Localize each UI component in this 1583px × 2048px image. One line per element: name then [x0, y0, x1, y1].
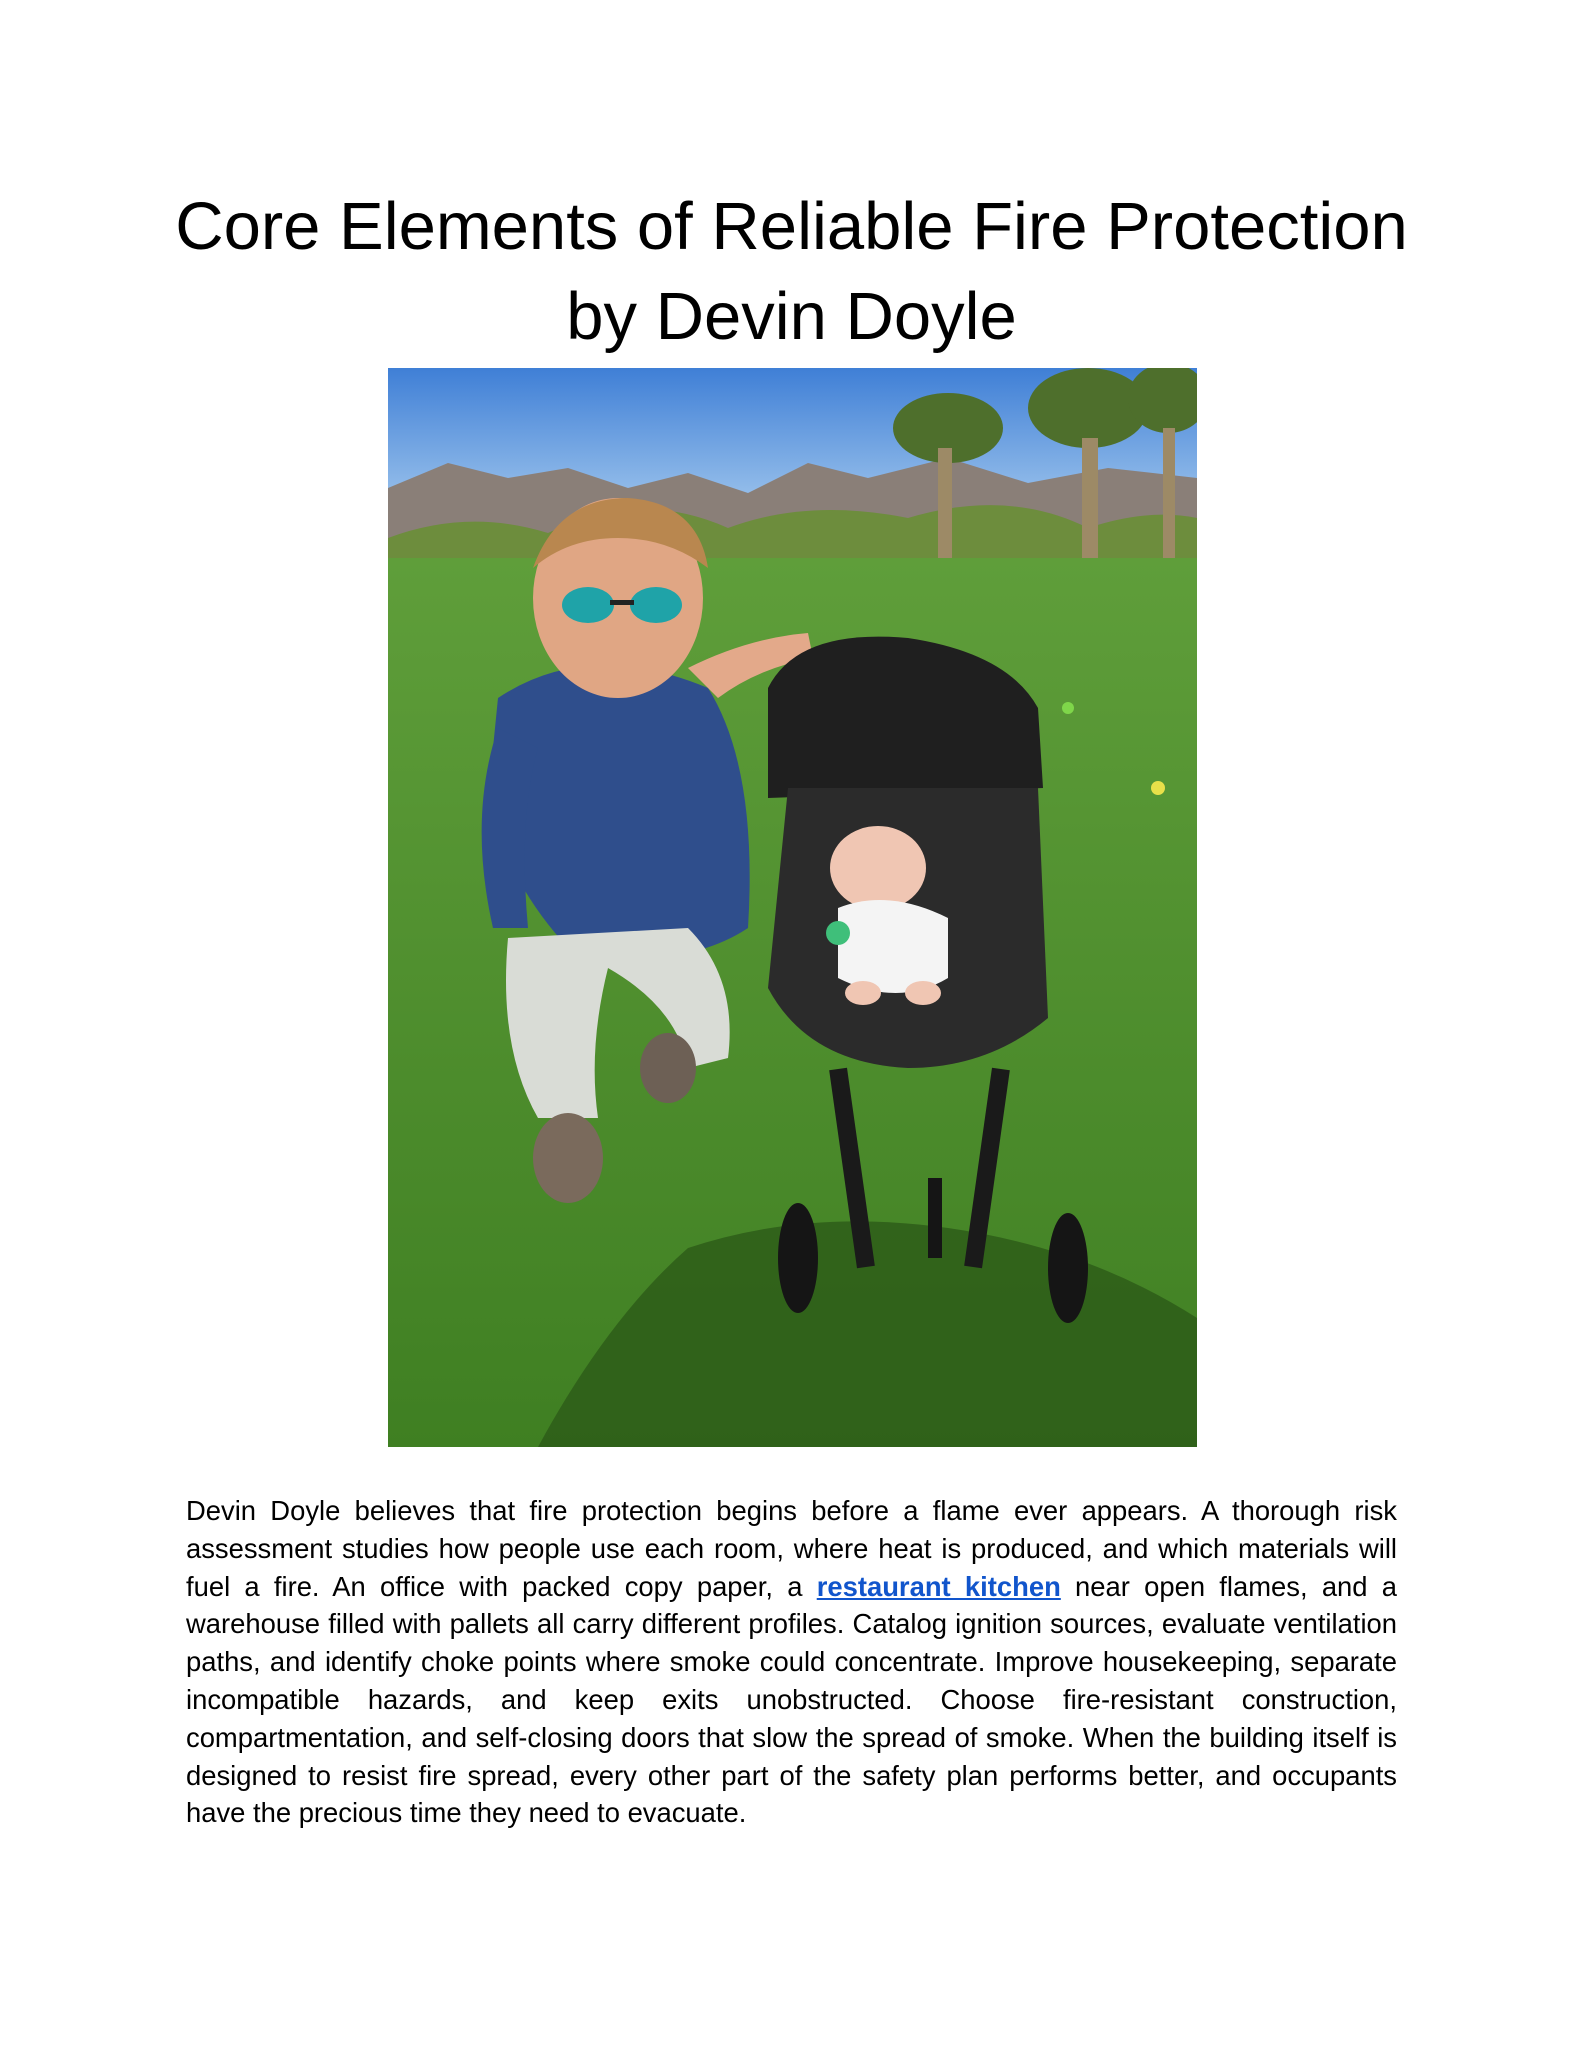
restaurant-kitchen-link[interactable]: restaurant kitchen [816, 1570, 1061, 1602]
paragraph-text-start: Devin Doyle believes that fire protection begins before a flame ever appears. A thorough risk assessment studies how people use each room, where heat is produced, and which materials will fuel a fire. An office with packed copy paper, a [186, 1495, 1397, 1602]
page-title [150, 182, 1433, 362]
paragraph-text-end: near open flames, and a warehouse filled with pallets all carry different profiles. Catalog ignition sources, evaluate ventilation paths, and identify choke points where smoke could concentrate. Improve housekeeping, separate incompatible hazards, and keep exits unobstructed. Choose fire-resistant construction, compartmentation, and self-closing doors that slow the spread of smoke. When the building itself is designed to resist fire spread, every other part of the safety plan performs better, and occupants have the precious time they need to evacuate. [186, 1570, 1397, 1829]
photo-illustration [388, 368, 1197, 1447]
article-photo [388, 368, 1197, 1447]
article-paragraph [186, 1492, 1397, 1832]
title-line-1: Core Elements of Reliable Fire Protection [175, 189, 1408, 264]
title-line-2: by Devin Doyle [566, 279, 1017, 354]
